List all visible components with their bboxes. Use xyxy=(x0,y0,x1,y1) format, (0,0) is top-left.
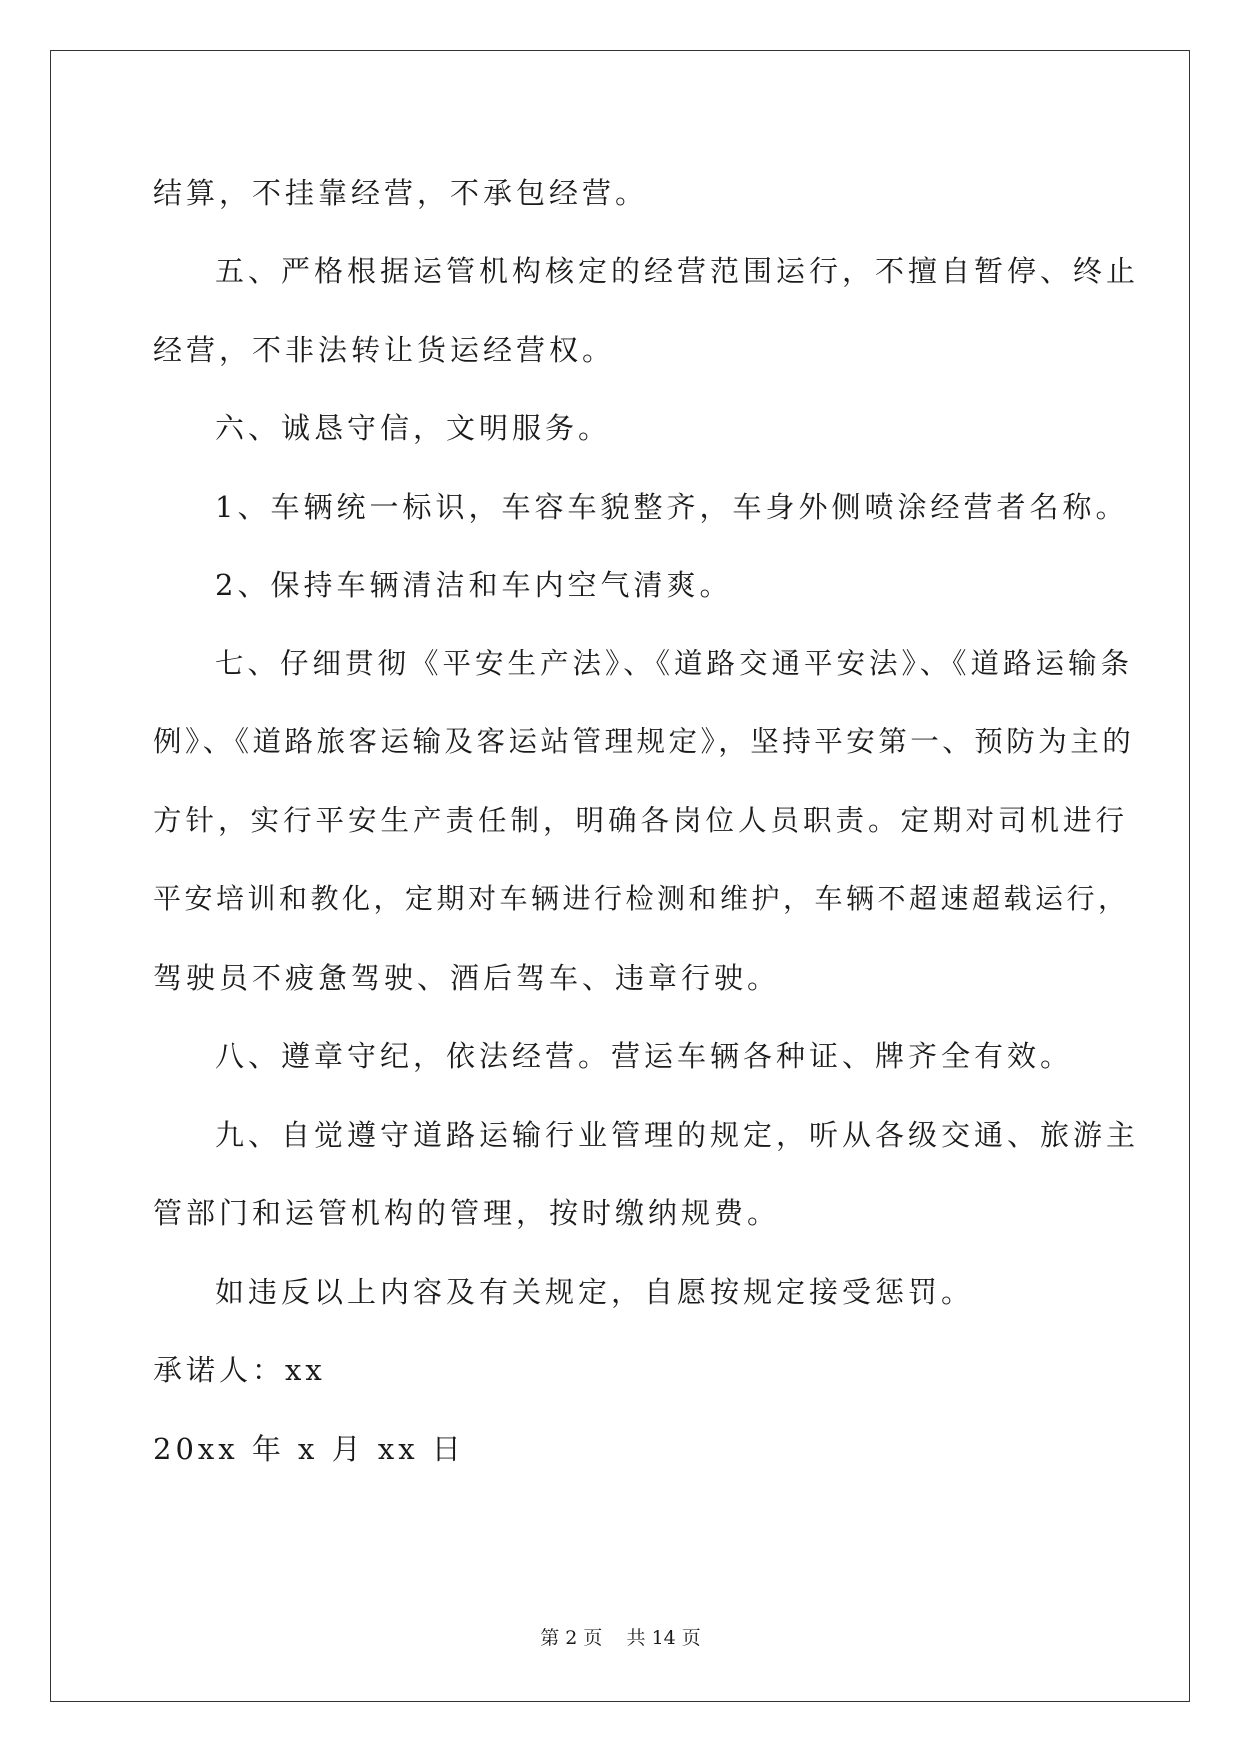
text-line: 结算，不挂靠经营，不承包经营。 xyxy=(153,176,649,210)
date-line: 20xx 年 x 月 xx 日 xyxy=(153,1432,465,1466)
text-line: 例》、《道路旅客运输及客运站管理规定》，坚持平安第一、预防为主的 xyxy=(153,725,1135,758)
page-number: 第 2 页 共 14 页 xyxy=(540,1627,701,1649)
text-line: 七、仔细贯彻《平安生产法》、《道路交通平安法》、《道路运输条 xyxy=(215,647,1134,680)
text-line: 六、诚恳守信，文明服务。 xyxy=(215,411,612,445)
text-line: 五、严格根据运管机构核定的经营范围运行，不擅自暂停、终止 xyxy=(215,254,1140,288)
text-line: 平安培训和教化，定期对车辆进行检测和维护，车辆不超速超载运行， xyxy=(153,882,1130,915)
text-line: 经营，不非法转让货运经营权。 xyxy=(153,333,616,367)
text-line: 如违反以上内容及有关规定，自愿按规定接受惩罚。 xyxy=(215,1275,975,1309)
text-line: 管部门和运管机构的管理，按时缴纳规费。 xyxy=(153,1196,781,1230)
text-line: 八、遵章守纪，依法经营。营运车辆各种证、牌齐全有效。 xyxy=(215,1039,1074,1073)
text-line: 驾驶员不疲惫驾驶、酒后驾车、违章行驶。 xyxy=(153,961,781,995)
text-line: 方针，实行平安生产责任制，明确各岗位人员职责。定期对司机进行 xyxy=(153,804,1129,837)
signatory-line: 承诺人：xx xyxy=(153,1353,326,1387)
text-line: 九、自觉遵守道路运输行业管理的规定，听从各级交通、旅游主 xyxy=(215,1118,1140,1152)
text-line: 1、车辆统一标识，车容车貌整齐，车身外侧喷涂经营者名称。 xyxy=(215,490,1129,524)
text-line: 2、保持车辆清洁和车内空气清爽。 xyxy=(215,568,733,602)
